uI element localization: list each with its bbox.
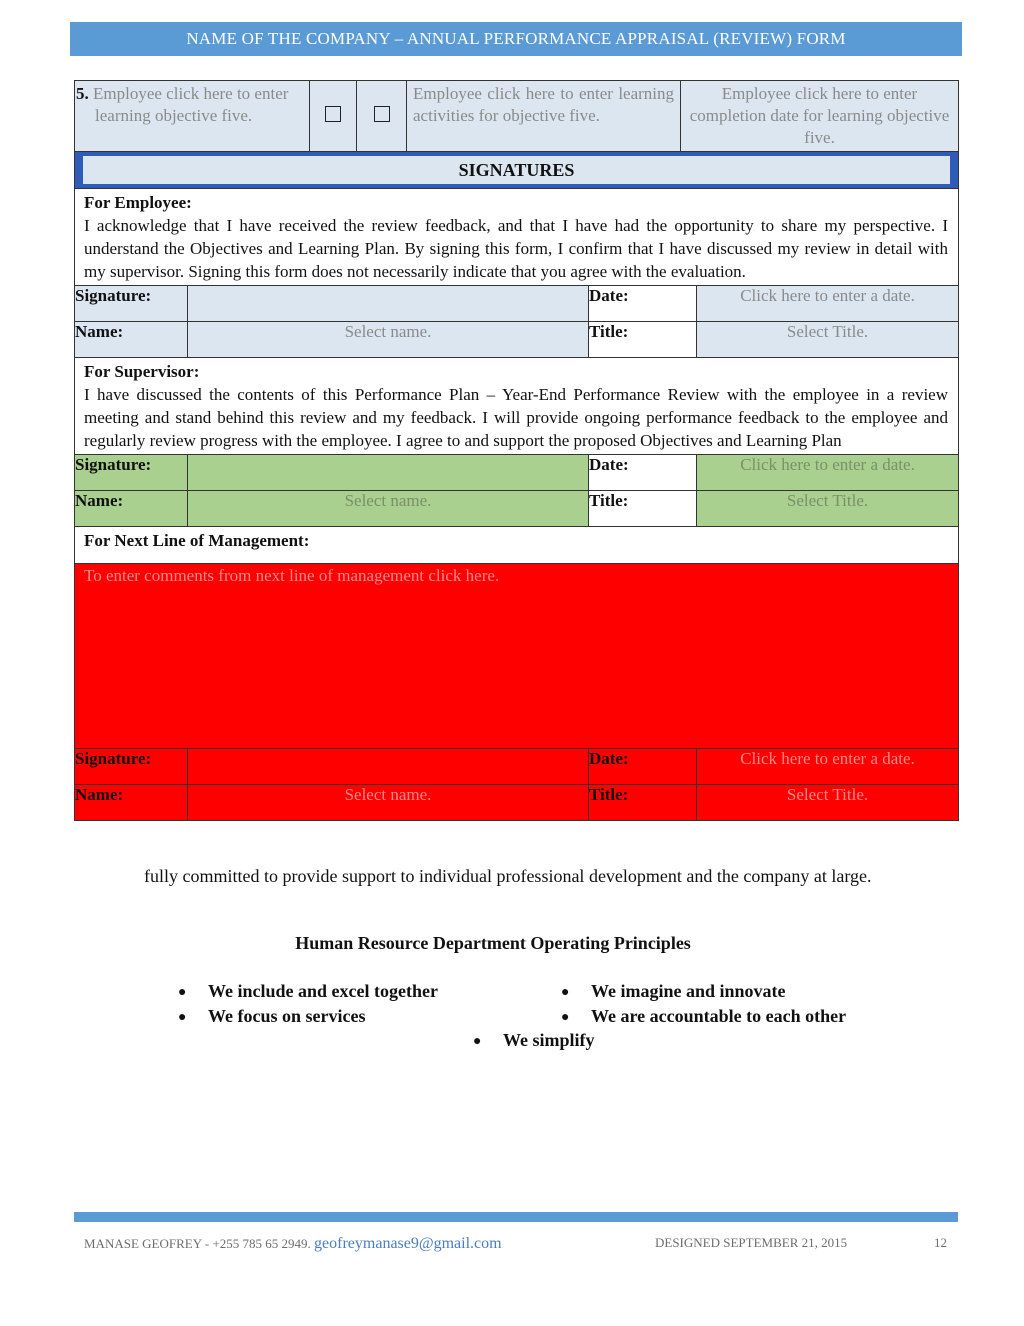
signatures-heading: SIGNATURES <box>83 156 950 184</box>
employee-statement-cell <box>75 189 959 286</box>
management-heading: For Next Line of Management: <box>84 531 310 550</box>
signatures-heading-row <box>75 152 959 189</box>
employee-name-placeholder: Select name. <box>344 322 432 341</box>
continued-paragraph: fully committed to provide support to individual professional development and the company at large. <box>144 866 872 886</box>
bullet-icon: ● <box>178 1009 187 1025</box>
management-comments-cell[interactable] <box>75 564 959 749</box>
activities-five-input[interactable]: Employee click here to enter learning activities for objective five. <box>413 84 675 125</box>
management-title-field[interactable] <box>697 785 959 821</box>
management-title-label: Title: <box>589 785 697 821</box>
supervisor-title-label: Title: <box>589 491 697 527</box>
principle-item: ● We imagine and innovate <box>561 981 786 1001</box>
objective-checkbox-1[interactable] <box>325 106 341 122</box>
completion-five-input[interactable]: Employee click here to enter completion date for learning objective five. <box>689 84 950 147</box>
bullet-icon: ● <box>473 1033 482 1049</box>
supervisor-date-field[interactable] <box>697 455 959 491</box>
objective-five-cell[interactable] <box>75 81 310 152</box>
management-date-field[interactable] <box>697 749 959 785</box>
footer-author-line <box>84 1235 502 1253</box>
bullet-icon: ● <box>561 1009 570 1025</box>
employee-name-label: Name: <box>75 322 188 358</box>
supervisor-name-label: Name: <box>75 491 188 527</box>
supervisor-statement: I have discussed the contents of this Performance Plan – Year-End Performance Review with the employee in a review meeting and stand behind this review and my feedback. I will provide ongoing performance feedback to the employee and regularly review progress with the employee. I agree to and support the proposed Objectives and Learning Plan <box>84 385 949 450</box>
principle-item: ● We include and excel together <box>178 981 438 1001</box>
completion-five-cell[interactable] <box>681 81 959 152</box>
employee-signature-field[interactable] <box>188 286 589 322</box>
footer-designed-date: DESIGNED SEPTEMBER 21, 2015 <box>655 1235 848 1250</box>
footer-email-link[interactable]: geofreymanase9@gmail.com <box>314 1235 502 1252</box>
employee-signature-label: Signature: <box>75 286 188 322</box>
management-heading-cell <box>75 527 959 564</box>
objective-checkbox-cell-2 <box>357 81 407 152</box>
objective-checkbox-2[interactable] <box>374 106 390 122</box>
page-header-title: NAME OF THE COMPANY – ANNUAL PERFORMANCE APPRAISAL (REVIEW) FORM <box>70 22 962 56</box>
supervisor-name-field[interactable] <box>188 491 589 527</box>
employee-heading: For Employee: <box>84 193 192 212</box>
management-date-label: Date: <box>589 749 697 785</box>
supervisor-name-placeholder: Select name. <box>344 491 432 510</box>
management-comments-input[interactable]: To enter comments from next line of management click here. <box>84 566 500 585</box>
footer-author: MANASE GEOFREY - +255 785 65 2949. <box>84 1236 311 1251</box>
management-name-label: Name: <box>75 785 188 821</box>
objective-number: 5. <box>76 84 89 103</box>
page-number: 12 <box>934 1235 947 1250</box>
supervisor-title-placeholder: Select Title. <box>786 491 869 510</box>
activities-five-cell[interactable] <box>407 81 681 152</box>
bullet-icon: ● <box>178 984 187 1000</box>
employee-title-label: Title: <box>589 322 697 358</box>
management-date-placeholder: Click here to enter a date. <box>740 749 915 768</box>
principle-item: ● We simplify <box>473 1030 595 1050</box>
supervisor-statement-cell <box>75 358 959 455</box>
employee-date-field[interactable] <box>697 286 959 322</box>
employee-date-placeholder: Click here to enter a date. <box>740 286 915 305</box>
supervisor-date-placeholder: Click here to enter a date. <box>740 455 915 474</box>
management-signature-field[interactable] <box>188 749 589 785</box>
employee-statement: I acknowledge that I have received the review feedback, and that I have had the opportunity to share my perspective. I understand the Objectives and Learning Plan. By signing this form, I confirm that I have discussed my review in detail with my supervisor. Signing this form does not necessarily indicate that you agree with the evaluation. <box>84 216 949 281</box>
principle-item: ● We are accountable to each other <box>561 1006 847 1026</box>
principles-title: Human Resource Department Operating Principles <box>295 933 691 953</box>
management-name-field[interactable] <box>188 785 589 821</box>
footer-divider <box>74 1212 958 1222</box>
principle-item: ● We focus on services <box>178 1006 366 1026</box>
employee-name-field[interactable] <box>188 322 589 358</box>
management-name-placeholder: Select name. <box>344 785 432 804</box>
management-signature-label: Signature: <box>75 749 188 785</box>
employee-title-field[interactable] <box>697 322 959 358</box>
objective-checkbox-cell-1 <box>310 81 357 152</box>
appraisal-form-table <box>74 80 959 821</box>
supervisor-signature-label: Signature: <box>75 455 188 491</box>
objective-five-input[interactable]: Employee click here to enter learning objective five. <box>93 84 289 125</box>
supervisor-heading: For Supervisor: <box>84 362 200 381</box>
supervisor-title-field[interactable] <box>697 491 959 527</box>
employee-date-label: Date: <box>589 286 697 322</box>
management-title-placeholder: Select Title. <box>786 785 869 804</box>
supervisor-signature-field[interactable] <box>188 455 589 491</box>
bullet-icon: ● <box>561 984 570 1000</box>
employee-title-placeholder: Select Title. <box>786 322 869 341</box>
supervisor-date-label: Date: <box>589 455 697 491</box>
